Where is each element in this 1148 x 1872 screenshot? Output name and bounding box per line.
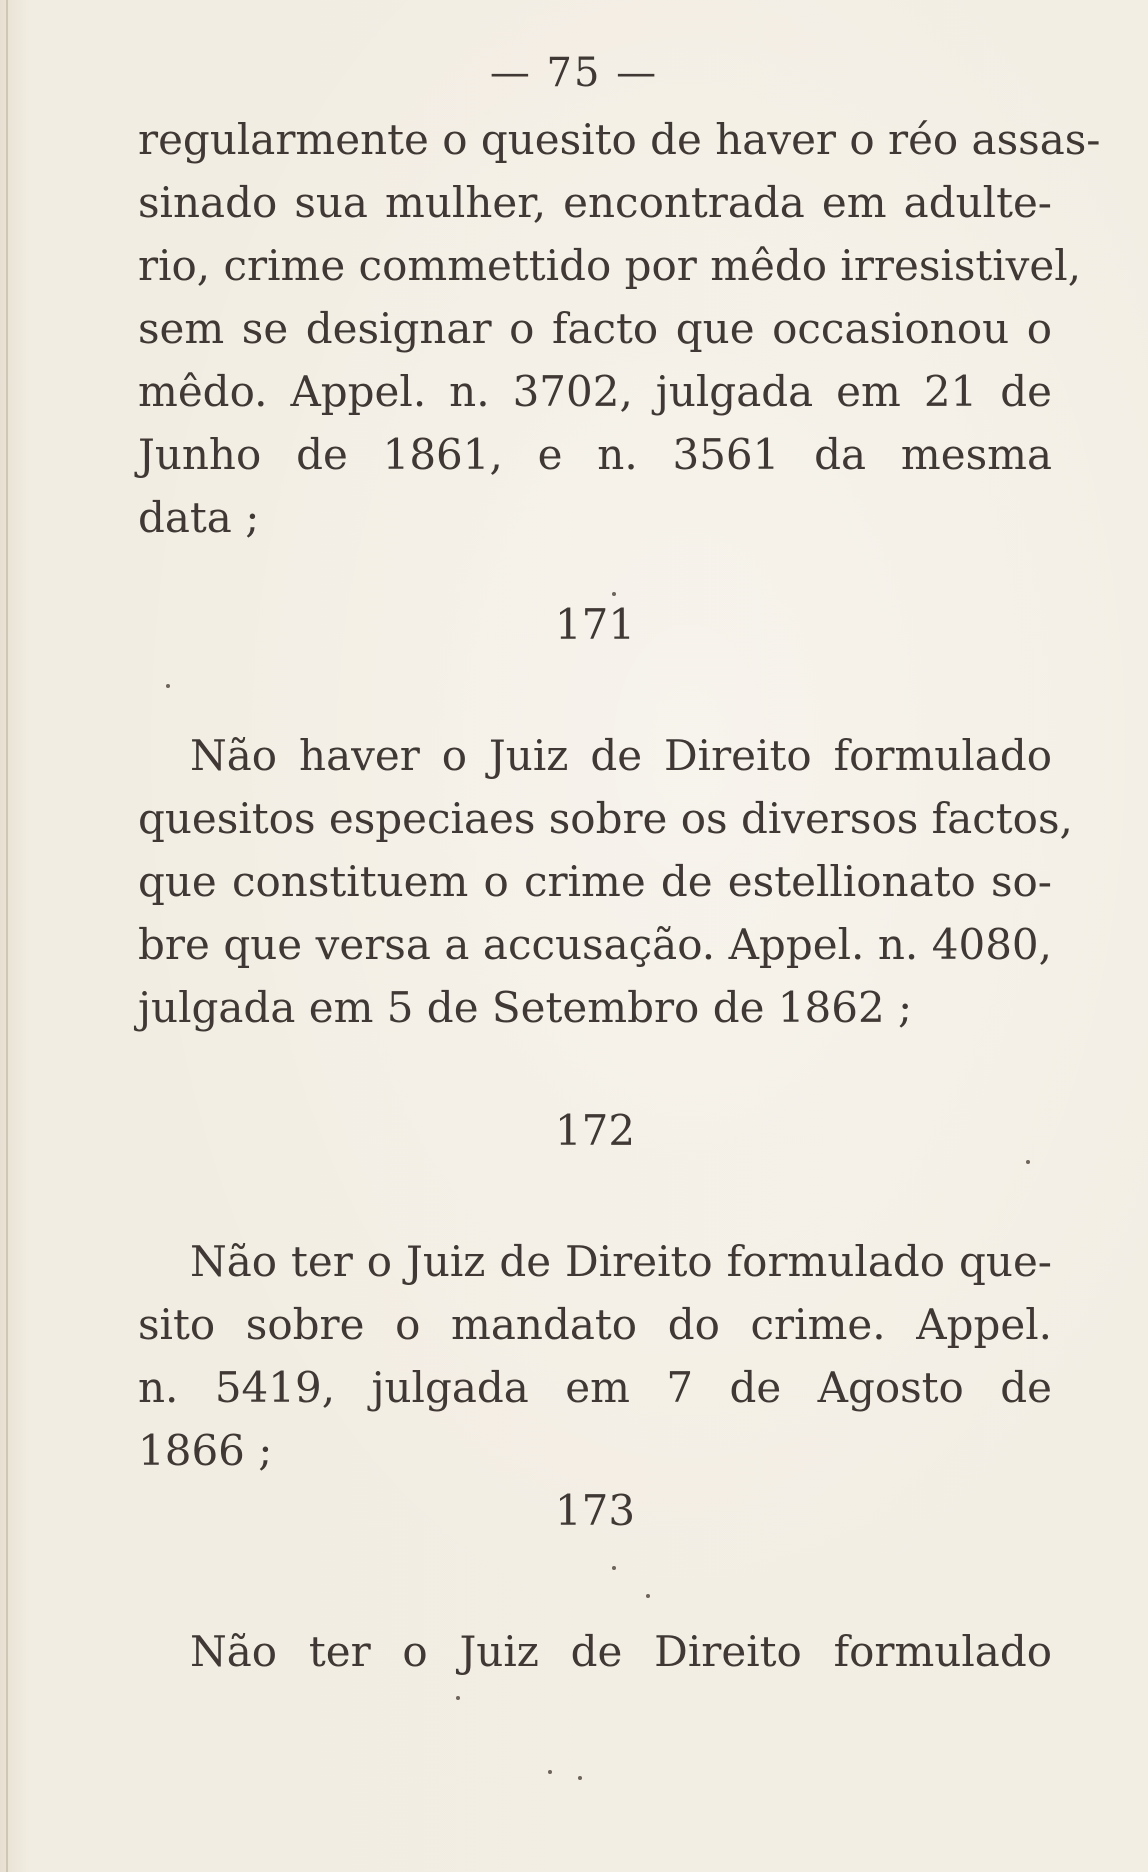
print-speck [1026,1160,1030,1164]
text-line: sinado sua mulher, encontrada em adulte- [138,178,1052,227]
page-edge [6,0,8,1872]
print-speck [578,1776,582,1780]
text-line: 1866 ; [138,1426,273,1475]
text-line: quesitos especiaes sobre os diversos factos, [138,794,1073,843]
text-line: julgada em 5 de Setembro de 1862 ; [138,983,913,1032]
print-speck [456,1696,460,1700]
page-number: — 75 — [489,50,659,96]
print-speck [612,592,616,596]
text-line: rio, crime commettido por mêdo irresistivel, [138,241,1082,290]
text-line: mêdo. Appel. n. 3702, julgada em 21 de [138,367,1052,416]
print-speck [612,1566,616,1570]
print-speck [166,684,170,688]
paragraph-continuation [138,108,1101,549]
text-line: que constituem o crime de estellionato so- [138,857,1052,906]
text-line: sem se designar o facto que occasionou o [138,304,1052,353]
section-172-text [138,1230,1052,1482]
text-line: data ; [138,493,260,542]
text-line: regularmente o quesito de haver o réo assas- [138,115,1101,164]
text-line: n. 5419, julgada em 7 de Agosto de [138,1363,1052,1412]
section-173-text [138,1620,1052,1683]
section-171-text [138,724,1073,1039]
text-line: Junho de 1861, e n. 3561 da mesma [138,430,1052,479]
print-speck [646,1594,650,1598]
print-speck [548,1770,552,1774]
section-number-173: 173 [554,1486,636,1535]
text-line: sito sobre o mandato do crime. Appel. [138,1300,1052,1349]
section-number-172: 172 [554,1106,636,1155]
text-line: bre que versa a accusação. Appel. n. 4080, [138,920,1052,969]
text-line: Não ter o Juiz de Direito formulado que- [190,1237,1052,1286]
text-line: Não ter o Juiz de Direito formulado [190,1627,1052,1676]
text-line: Não haver o Juiz de Direito formulado [190,731,1052,780]
section-number-171: 171 [554,600,636,649]
